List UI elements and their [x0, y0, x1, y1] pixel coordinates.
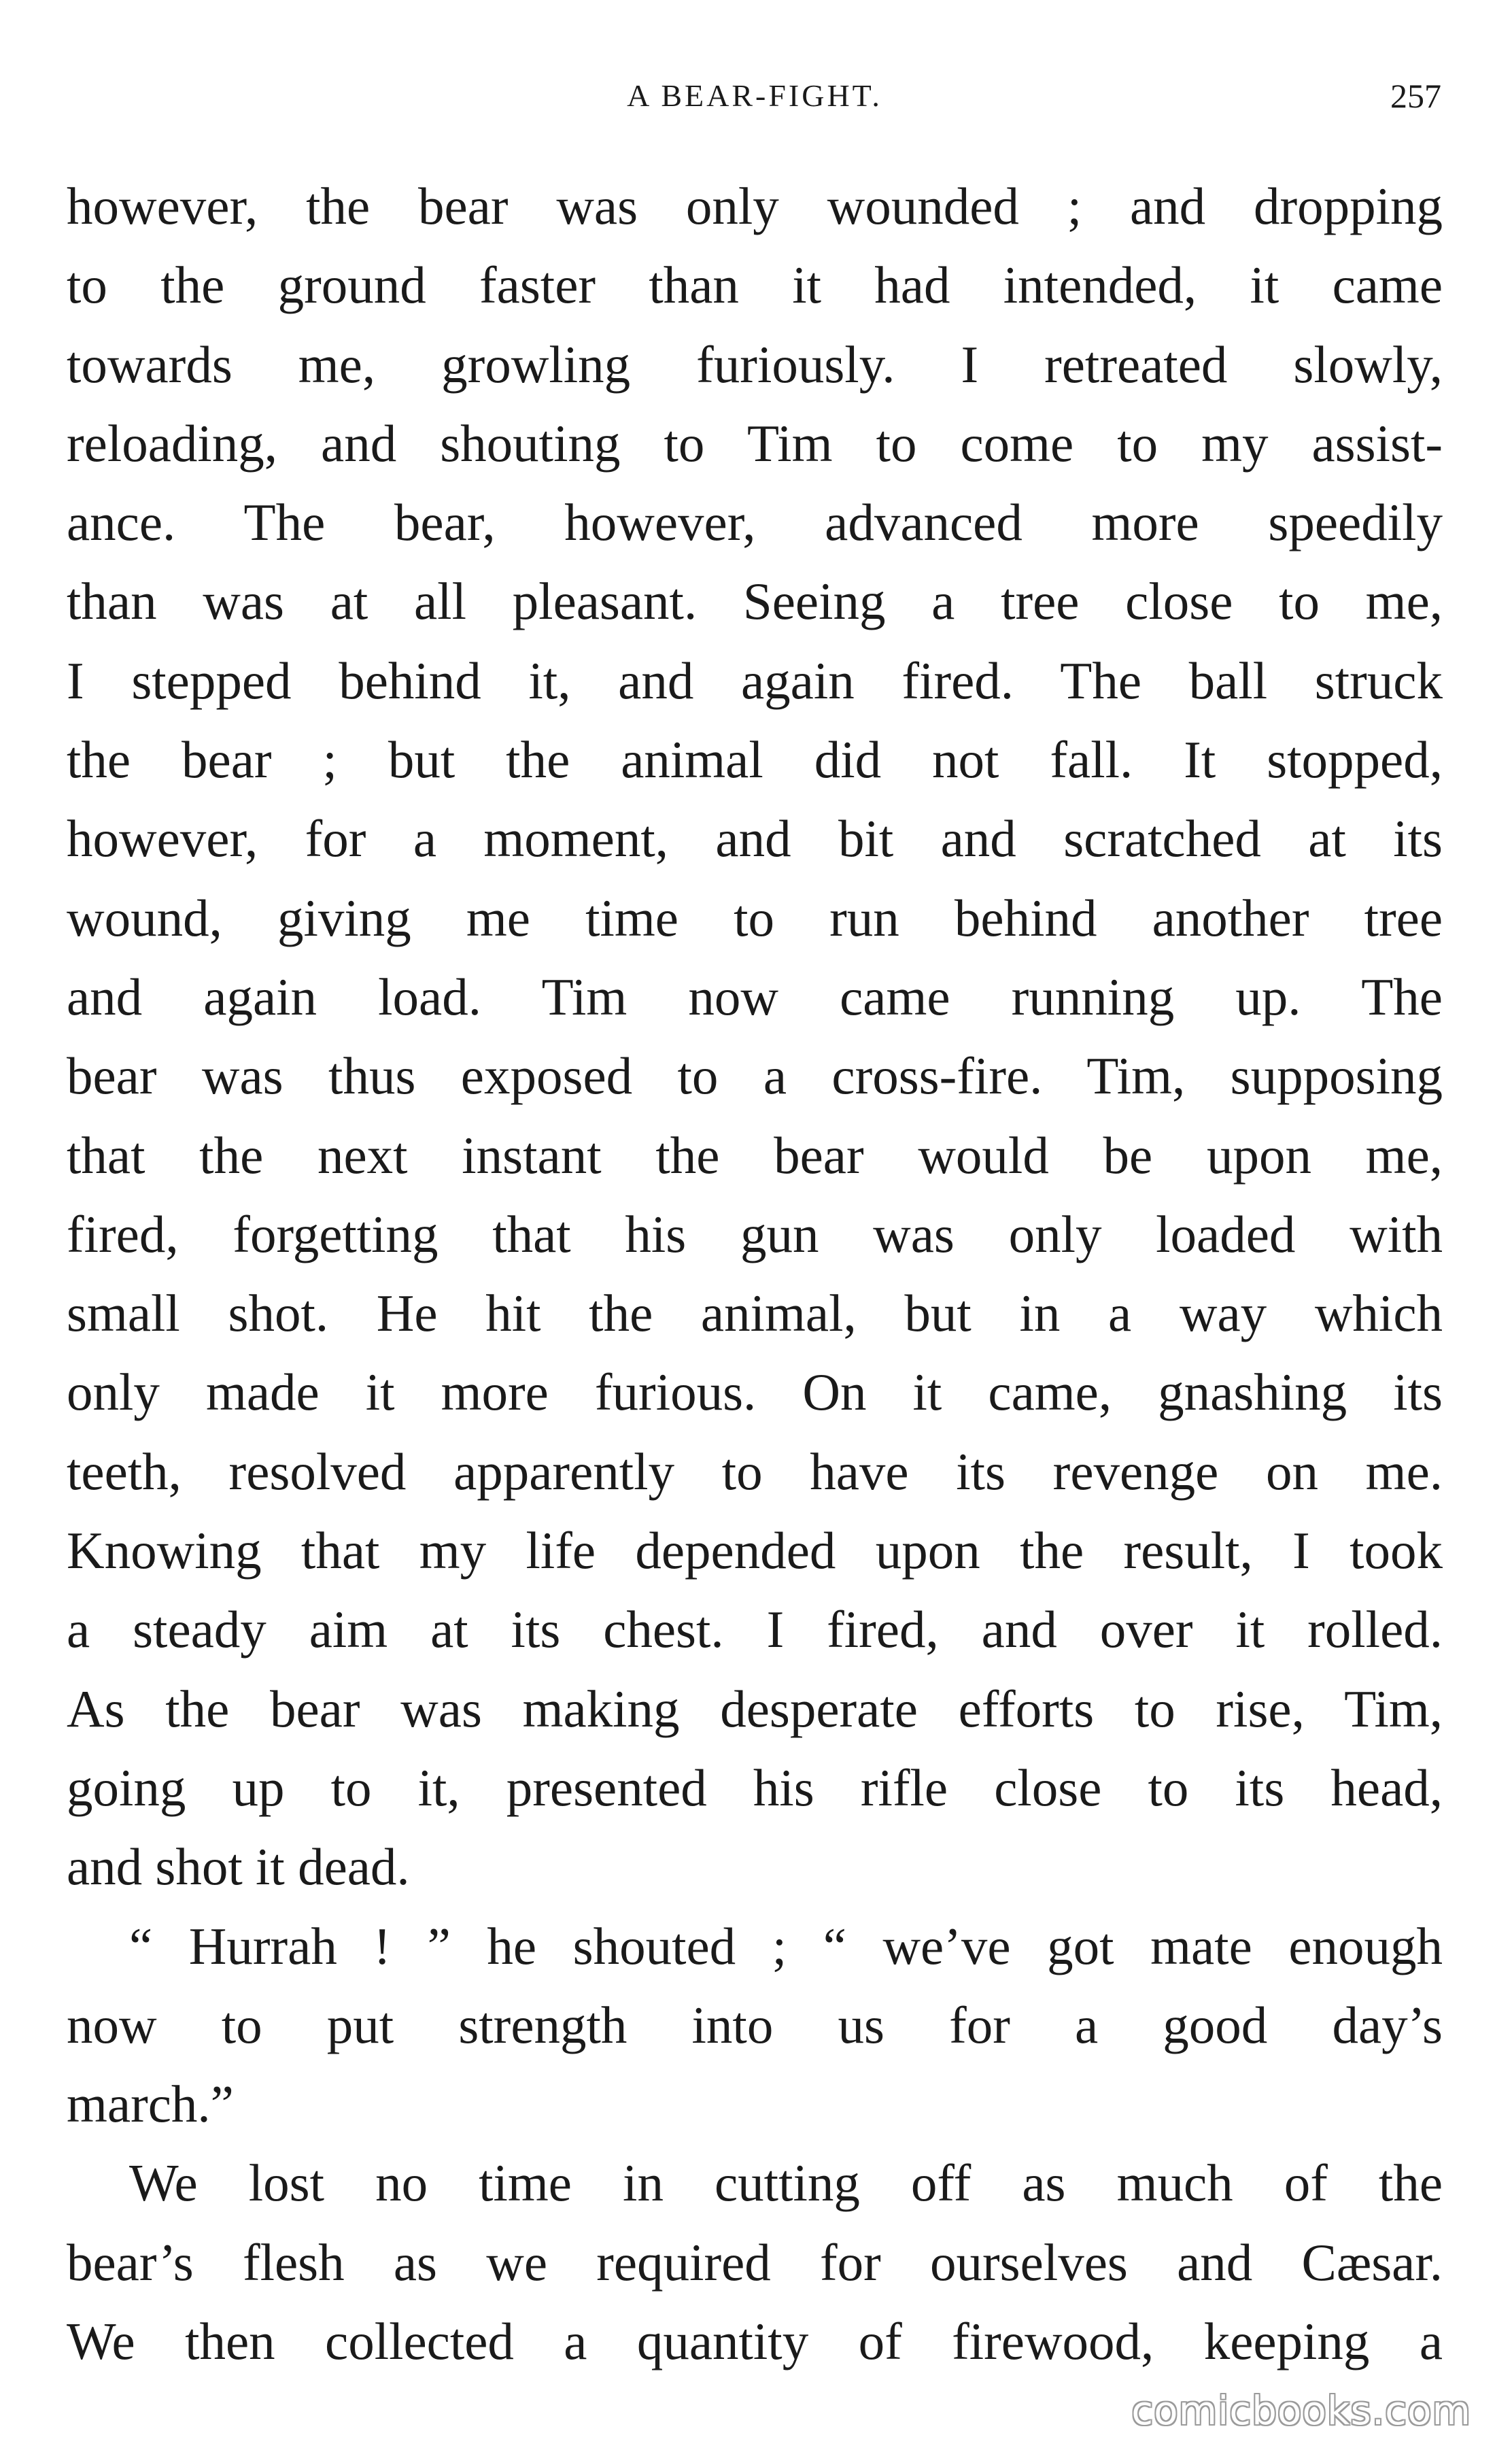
text-line: bear’s flesh as we required for ourselves and Cæsar. [67, 2232, 1443, 2292]
text-line: towards me, growling furiously. I retreated slowly, [67, 335, 1443, 394]
text-line: march.” [67, 2075, 234, 2134]
paragraph [67, 2143, 1443, 2381]
text-line: wound, giving me time to run behind another tree [67, 888, 1443, 947]
text-line: and shot it dead. [67, 1837, 410, 1897]
text-line: Knowing that my life depended upon the result, I took [67, 1521, 1443, 1580]
text-line: teeth, resolved apparently to have its revenge on me. [67, 1442, 1443, 1501]
text-line: I stepped behind it, and again fired. The ball struck [67, 651, 1443, 710]
text-line: to the ground faster than it had intended, it came [67, 256, 1443, 315]
paragraph [67, 1907, 1443, 2144]
page-number: 257 [1390, 77, 1441, 115]
paragraph [67, 167, 1443, 1907]
text-line: reloading, and shouting to Tim to come to my assist- [67, 413, 1443, 473]
text-line: “ Hurrah ! ” he shouted ; “ we’ve got mate enough [129, 1916, 1443, 1975]
text-line: We then collected a quantity of firewood, keeping a [67, 2312, 1443, 2371]
text-line: however, for a moment, and bit and scratched at its [67, 809, 1443, 868]
text-line: the bear ; but the animal did not fall. It stopped, [67, 730, 1443, 789]
running-head [68, 65, 1441, 126]
text-line: ance. The bear, however, advanced more speedily [67, 493, 1443, 552]
text-line: As the bear was making desperate efforts to rise, Tim, [67, 1679, 1443, 1738]
body-text [67, 167, 1443, 2381]
text-line: a steady aim at its chest. I fired, and over it rolled. [67, 1600, 1443, 1659]
text-line: now to put strength into us for a good day’s [67, 1995, 1443, 2054]
text-line: We lost no time in cutting off as much of the [129, 2154, 1443, 2213]
text-line: that the next instant the bear would be upon me, [67, 1125, 1443, 1185]
text-line: small shot. He hit the animal, but in a way which [67, 1284, 1443, 1343]
running-title: A BEAR-FIGHT. [627, 78, 882, 113]
text-line: and again load. Tim now came running up. The [67, 967, 1443, 1026]
text-line: going up to it, presented his rifle close to its head, [67, 1758, 1443, 1817]
watermark-logo: comicbooks.com [1131, 2387, 1471, 2434]
text-line: bear was thus exposed to a cross-fire. Tim, supposing [67, 1047, 1443, 1106]
text-line: only made it more furious. On it came, gnashing its [67, 1363, 1443, 1422]
text-line: than was at all pleasant. Seeing a tree close to me, [67, 572, 1443, 631]
text-line: however, the bear was only wounded ; and dropping [67, 177, 1443, 235]
text-line: fired, forgetting that his gun was only loaded with [67, 1204, 1443, 1263]
